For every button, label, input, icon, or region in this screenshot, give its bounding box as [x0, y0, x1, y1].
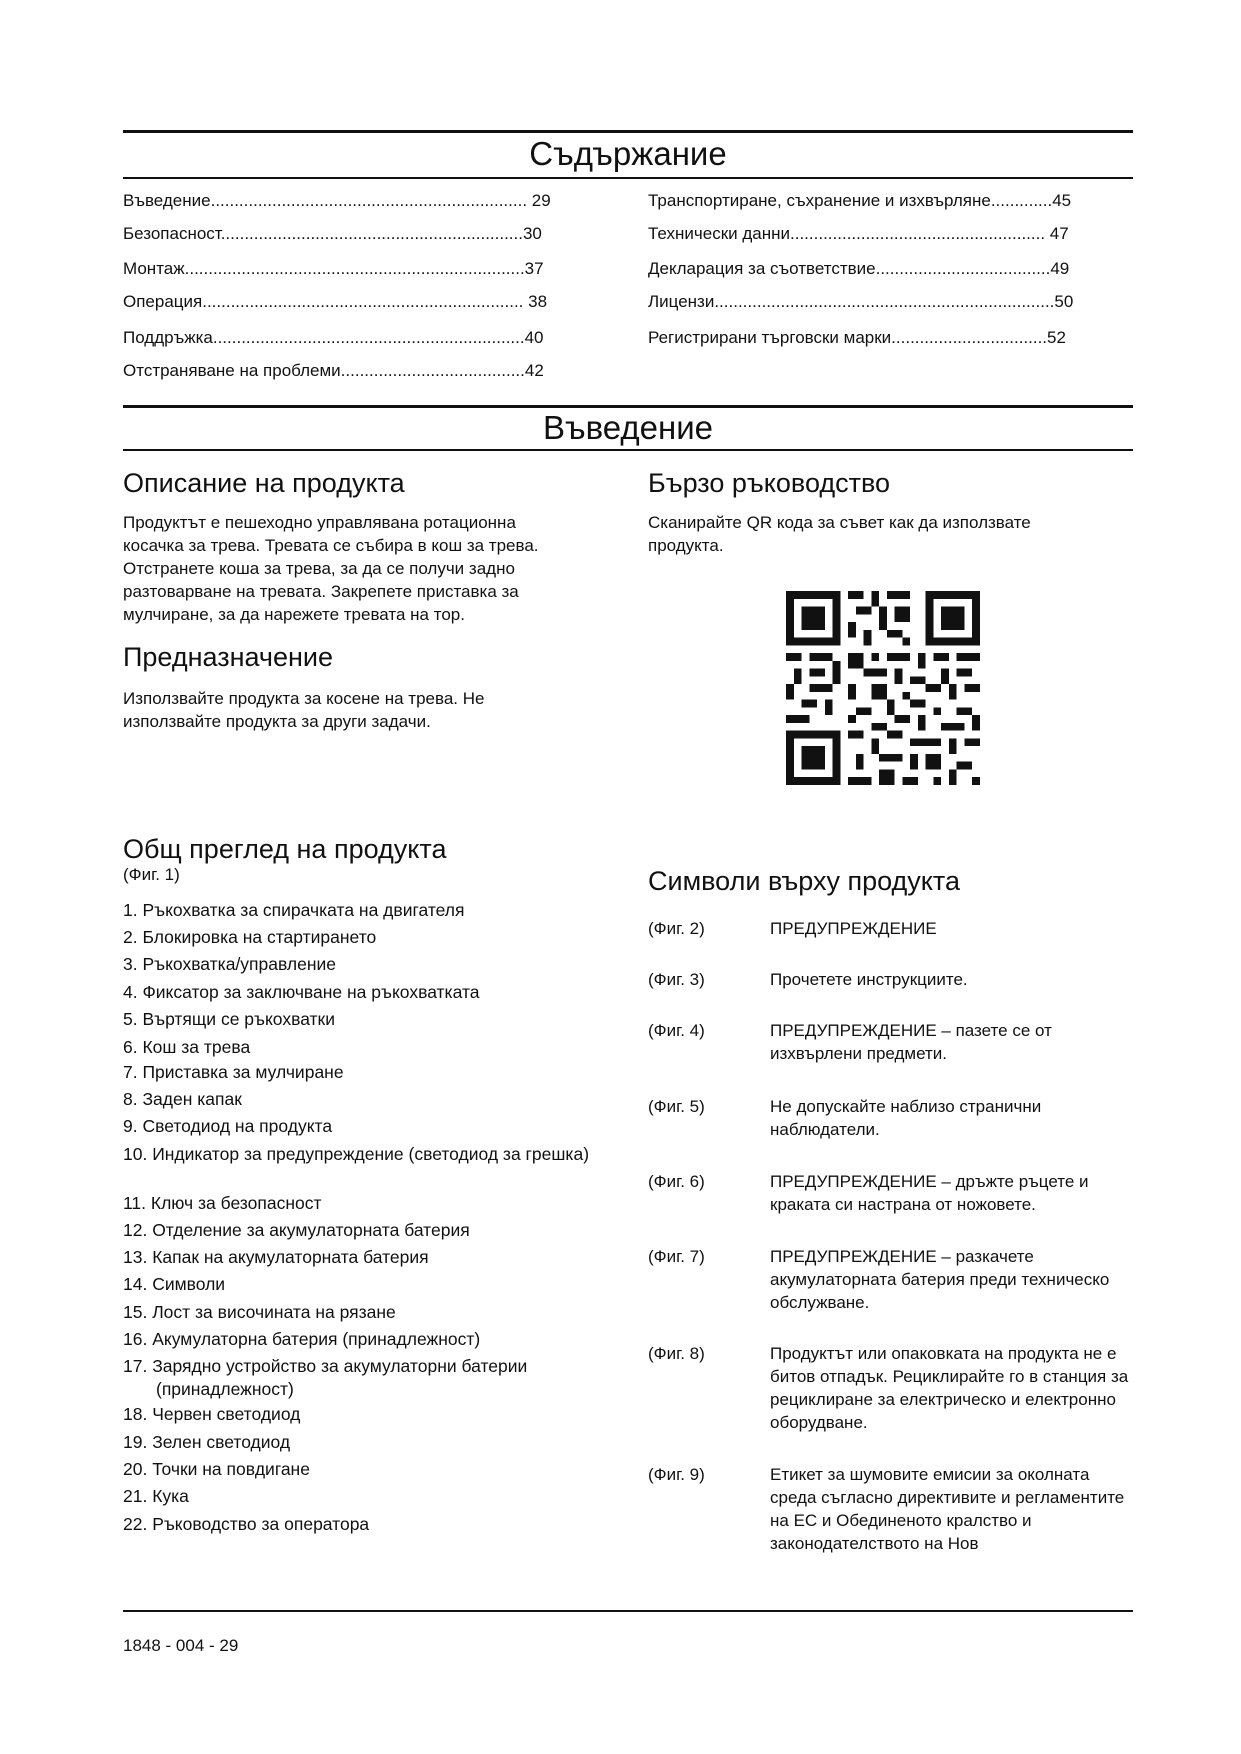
list-item: 4. Фиксатор за заключване на ръкохватката	[123, 982, 480, 1002]
toc-entry[interactable]: Транспортиране, съхранение и изхвърляне.............45	[648, 191, 1072, 210]
overview-fig-ref: (Фиг. 1)	[123, 865, 180, 884]
symbols-heading: Символи върху продукта	[648, 866, 960, 896]
toc-entry[interactable]: Регистрирани търговски марки.................................52	[648, 328, 1066, 347]
symbol-text: ПРЕДУПРЕЖДЕНИЕ	[770, 919, 937, 938]
list-item: 1. Ръкохватка за спирачката на двигателя	[123, 900, 465, 920]
toc-entry[interactable]: Поддръжка..................................................................40	[123, 328, 544, 347]
symbol-text: Не допускайте наблизо странични наблюдатели.	[770, 1097, 1042, 1139]
symbol-text: Етикет за шумовите емисии за околната среда съгласно директивите и регламентите на ЕС и Обединеното кралство и законодателството на Нов	[770, 1465, 1125, 1553]
list-item: 18. Червен светодиод	[123, 1404, 301, 1424]
symbol-text: ПРЕДУПРЕЖДЕНИЕ – разкачете акумулаторната батерия преди техническо обслужване.	[770, 1247, 1110, 1312]
description-line: разтоварване на тревата. Закрепете приставка за	[123, 582, 519, 601]
purpose-text	[123, 687, 623, 733]
list-item: 14. Символи	[123, 1274, 226, 1294]
list-item: 2. Блокировка на стартирането	[123, 927, 377, 947]
symbol-fig-ref: (Фиг. 6)	[648, 1172, 705, 1191]
toc-entry[interactable]: Въведение................................................................... 29	[123, 191, 551, 210]
symbol-fig-ref: (Фиг. 4)	[648, 1021, 705, 1040]
description-heading: Описание на продукта	[123, 468, 405, 498]
list-item: 5. Въртящи се ръкохватки	[123, 1009, 335, 1029]
description-line: Продуктът е пешеходно управлявана ротационна	[123, 513, 516, 532]
symbol-text: ПРЕДУПРЕЖДЕНИЕ – пазете се от изхвърлени предмети.	[770, 1021, 1052, 1063]
toc-entry[interactable]: Технически данни...................................................... 47	[648, 224, 1069, 243]
symbol-fig-ref: (Фиг. 5)	[648, 1097, 705, 1116]
list-item: 3. Ръкохватка/управление	[123, 954, 337, 974]
toc-entry[interactable]: Монтаж........................................................................37	[123, 259, 544, 278]
symbol-text: Продуктът или опаковката на продукта не е битов отпадък. Рециклирайте го в станция за рециклиране за електрическо и електронно оборудване.	[770, 1344, 1129, 1432]
symbol-text: ПРЕДУПРЕЖДЕНИЕ – дръжте ръцете и краката си настрана от ножовете.	[770, 1172, 1089, 1214]
page-number: 29	[219, 1636, 239, 1655]
list-item: 8. Заден капак	[123, 1089, 242, 1109]
symbol-fig-ref: (Фиг. 3)	[648, 970, 705, 989]
list-item: 20. Точки на повдигане	[123, 1459, 310, 1479]
toc-entry[interactable]: Отстраняване на проблеми.......................................42	[123, 361, 544, 380]
top-rule	[123, 130, 1133, 133]
symbol-text: Прочетете инструкциите.	[770, 970, 968, 989]
toc-entry[interactable]: Операция.................................................................... 38	[123, 292, 548, 311]
list-item: 10. Индикатор за предупреждение (светодиод за грешка)	[123, 1144, 590, 1164]
symbol-fig-ref: (Фиг. 8)	[648, 1344, 705, 1363]
list-item: 21. Кука	[123, 1486, 189, 1506]
contents-title: Съдържание	[529, 135, 727, 172]
overview-heading: Общ преглед на продукта	[123, 834, 447, 864]
list-item: 22. Ръководство за оператора	[123, 1514, 370, 1534]
symbol-fig-ref: (Фиг. 9)	[648, 1465, 705, 1484]
list-item: 7. Приставка за мулчиране	[123, 1062, 344, 1082]
intro-rule-bottom	[123, 449, 1133, 451]
toc-entry[interactable]: Безопасност................................................................30	[123, 224, 542, 243]
list-item: 16. Акумулаторна батерия (принадлежност)	[123, 1329, 481, 1349]
purpose-line: Използвайте продукта за косене на трева. Не	[123, 689, 485, 708]
list-item: 17. Зарядно устройство за акумулаторни батерии (принадлежност)	[123, 1356, 528, 1399]
toc-entry[interactable]: Декларация за съответствие.....................................49	[648, 259, 1070, 278]
list-item: 19. Зелен светодиод	[123, 1432, 291, 1452]
intro-title: Въведение	[542, 409, 714, 446]
quick-guide-text	[648, 511, 1138, 557]
page-footer	[123, 1635, 238, 1657]
description-line: мулчиране, за да нарежете тревата на тор.	[123, 605, 465, 624]
symbol-fig-ref: (Фиг. 7)	[648, 1247, 705, 1266]
list-item: 12. Отделение за акумулаторната батерия	[123, 1220, 470, 1240]
qr-code-icon[interactable]	[786, 591, 980, 785]
quick-guide-line: продукта.	[648, 536, 724, 555]
list-item: 11. Ключ за безопасност	[123, 1193, 322, 1213]
list-item: 13. Капак на акумулаторната батерия	[123, 1247, 429, 1267]
toc-entry[interactable]: Лицензи........................................................................50	[648, 292, 1074, 311]
quick-guide-heading: Бързо ръководство	[648, 468, 891, 498]
description-text	[123, 511, 623, 626]
footer-rule	[123, 1610, 1133, 1612]
quick-guide-line: Сканирайте QR кода за съвет как да използвате	[648, 513, 1031, 532]
document-code: 1848 - 004 -	[123, 1636, 220, 1655]
list-item: 15. Лост за височината на рязане	[123, 1302, 396, 1322]
contents-title-rule	[123, 177, 1133, 179]
list-item: 6. Кош за трева	[123, 1037, 251, 1057]
description-line: Отстранете коша за трева, за да се получи задно	[123, 559, 515, 578]
symbol-fig-ref: (Фиг. 2)	[648, 919, 705, 938]
description-line: косачка за трева. Тревата се събира в кош за трева.	[123, 536, 539, 555]
list-item: 9. Светодиод на продукта	[123, 1116, 333, 1136]
purpose-line: използвайте продукта за други задачи.	[123, 712, 431, 731]
purpose-heading: Предназначение	[123, 642, 334, 672]
